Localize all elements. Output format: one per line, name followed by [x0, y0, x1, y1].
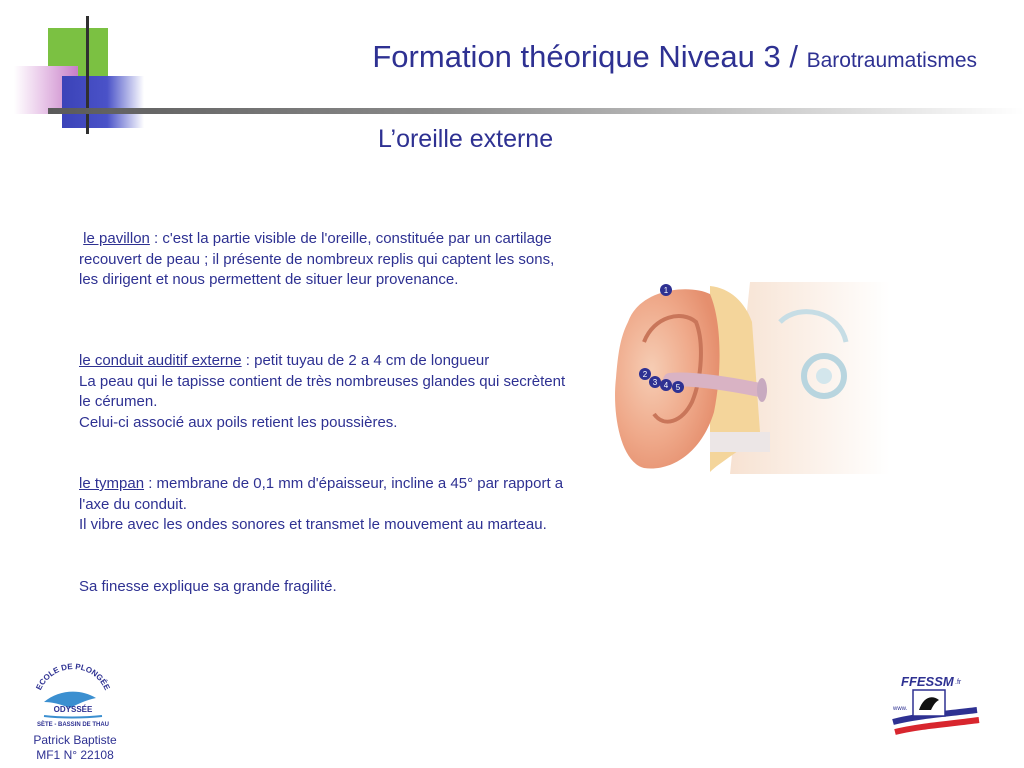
text-pavillon: : c'est la partie visible de l'oreille, constituée par un cartilage recouvert de peau ; il présente de nombreux replis qui captent les sons, les dirigent et nous permettent de situer leur provenance.	[79, 230, 555, 288]
label-marker-5-text: 5	[675, 383, 681, 392]
label-marker-2-text: 2	[642, 370, 648, 379]
logo-right-www: www.	[893, 706, 908, 712]
text-conduit: : petit tuyau de 2 a 4 cm de longueur	[241, 352, 490, 369]
author-id: MF1 N° 22108	[36, 748, 114, 762]
term-pavillon: le pavillon	[83, 230, 150, 247]
logo-left-mid-text: ODYSSÉE	[53, 705, 93, 714]
paragraph-conclusion	[79, 577, 569, 598]
label-marker-4	[660, 379, 672, 391]
term-tympan: le tympan	[79, 475, 145, 492]
paragraph-tympan	[79, 474, 569, 536]
odyssee-logo	[30, 660, 116, 730]
text-conduit-line2: La peau qui le tapisse contient de très nombreuses glandes qui secrètent le cérumen.	[79, 372, 566, 410]
decor-blue-square	[62, 76, 144, 128]
text-conclusion: Sa finesse explique sa grande fragilité.	[79, 578, 337, 595]
logo-right-text: FFESSM	[901, 674, 954, 689]
label-marker-5	[672, 381, 684, 393]
author-name: Patrick Baptiste	[33, 733, 117, 747]
text-conduit-line3: Celui-ci associé aux poils retient les poussières.	[79, 413, 398, 431]
text-tympan-line2: Il vibre avec les ondes sonores et transmet le mouvement au marteau.	[79, 516, 547, 533]
logo-left-bottom-text: SÈTE - BASSIN DE THAU	[36, 722, 110, 728]
label-marker-3-text: 3	[652, 378, 658, 387]
term-conduit: le conduit auditif externe	[79, 352, 242, 369]
label-marker-1	[660, 284, 672, 296]
label-marker-1-text: 1	[663, 286, 669, 295]
logo-right-suffix: .fr	[955, 679, 962, 686]
label-marker-3	[649, 376, 661, 388]
wave-line	[44, 716, 102, 718]
author-block	[25, 733, 125, 763]
title-sub: Barotraumatismes	[806, 49, 977, 72]
ffessm-logo	[885, 670, 985, 746]
slide-subtitle: L’oreille externe	[378, 125, 554, 153]
logo-left-top-text: ECOLE DE PLONGÉE	[34, 661, 112, 692]
legend-box	[710, 432, 770, 452]
header-rule	[48, 108, 1024, 114]
text-tympan: : membrane de 0,1 mm d'épaisseur, incline a 45° par rapport a l'axe du conduit.	[79, 475, 564, 513]
page-title	[372, 38, 977, 75]
ear-anatomy-illustration	[610, 282, 890, 474]
cochlea-core	[816, 368, 832, 384]
title-main: Formation théorique Niveau 3 /	[372, 39, 807, 74]
svg-text:ECOLE DE PLONGÉE	[34, 662, 112, 692]
paragraph-pavillon	[79, 229, 569, 291]
label-marker-4-text: 4	[663, 381, 669, 390]
decor-vertical-line	[86, 16, 89, 134]
eardrum	[757, 378, 767, 402]
paragraph-conduit	[79, 351, 569, 433]
label-marker-2	[639, 368, 651, 380]
